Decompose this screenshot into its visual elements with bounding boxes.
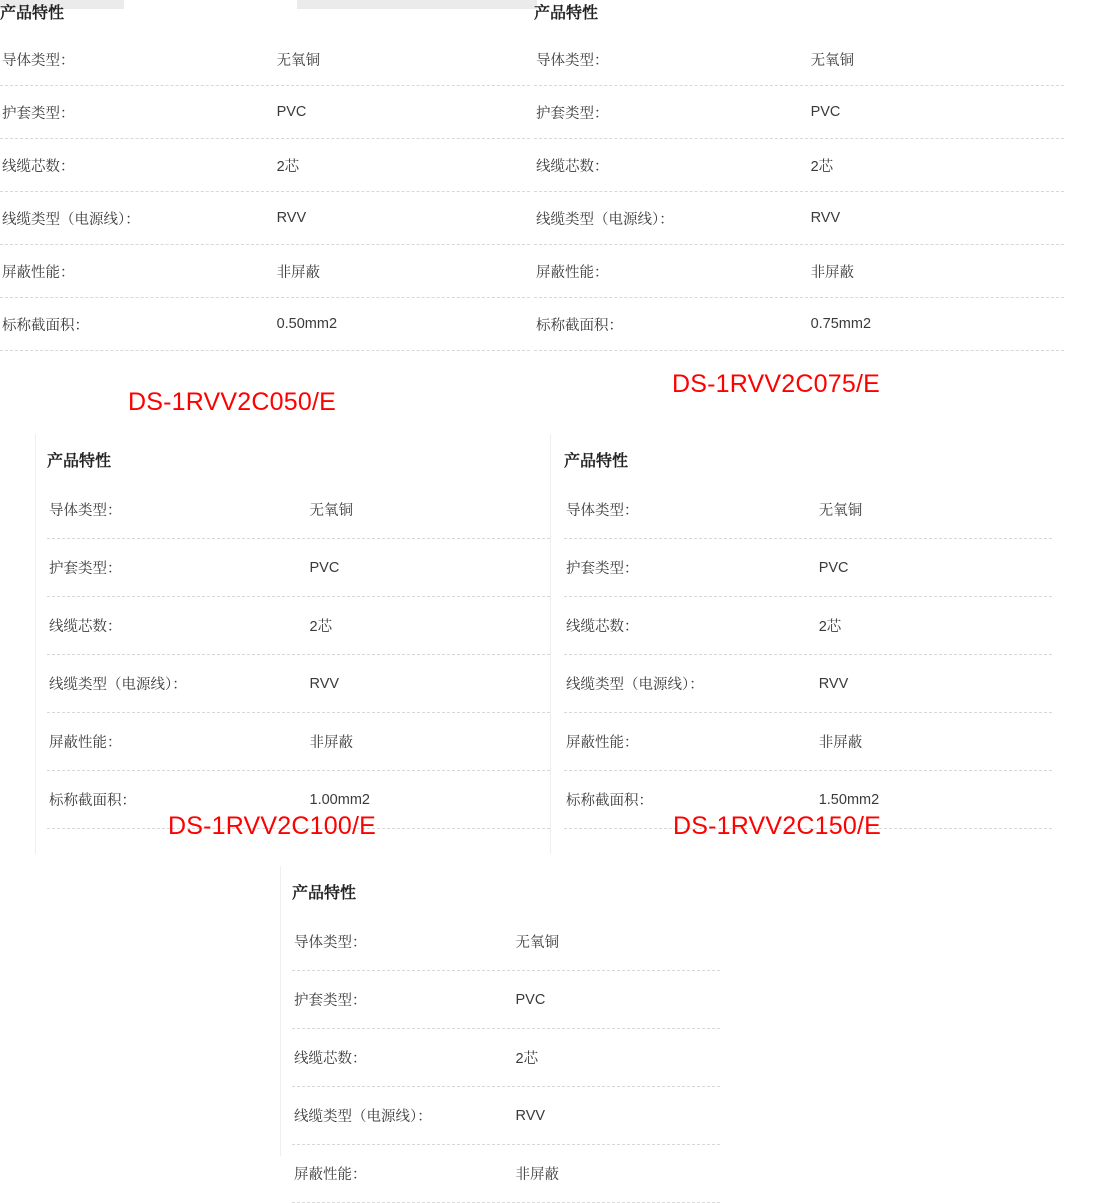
spec-value: 无氧铜 [309,503,354,519]
spec-value: 非屏蔽 [810,264,855,281]
spec-card [280,866,720,1203]
spec-value: 0.50mm2 [276,316,338,332]
model-label: DS-1RVV2C075/E [672,370,881,398]
spec-value: 无氧铜 [276,52,321,69]
table-row [534,86,1064,139]
table-row [0,86,530,139]
spec-value: 无氧铜 [810,52,855,69]
spec-card [552,434,1052,829]
spec-card [35,434,550,829]
table-row [564,597,1052,655]
spec-label: 导体类型： [536,52,609,69]
spec-label: 线缆芯数： [294,1051,367,1067]
spec-label: 标称截面积： [49,793,136,809]
spec-label: 线缆芯数： [2,158,75,175]
table-row [292,1087,720,1145]
spec-value: 1.00mm2 [309,791,370,808]
spec-label: 护套类型： [294,993,367,1009]
spec-value: 2芯 [309,619,333,635]
table-row [47,597,550,655]
model-label: DS-1RVV2C050/E [128,388,337,416]
spec-label: 导体类型： [49,503,122,519]
spec-value: 非屏蔽 [818,735,863,751]
spec-value: 2芯 [818,619,842,635]
spec-value: 1.50mm2 [818,791,880,808]
spec-card [534,0,1064,351]
table-row [564,713,1052,771]
table-row [534,33,1064,86]
spec-label: 标称截面积： [536,317,623,334]
spec-label: 导体类型： [2,52,75,69]
spec-label: 线缆芯数： [566,619,639,635]
spec-value: 无氧铜 [515,935,560,951]
table-row [564,481,1052,539]
spec-value: RVV [818,675,849,692]
spec-label: 导体类型： [566,503,639,519]
spec-value: PVC [309,559,340,576]
spec-label: 护套类型： [536,105,609,122]
spec-value: PVC [810,104,841,120]
table-row [47,713,550,771]
table-row [0,139,530,192]
table-row [0,245,530,298]
spec-label: 护套类型： [2,105,75,122]
model-label: DS-1RVV2C150/E [673,812,882,840]
spec-label: 线缆芯数： [49,619,122,635]
spec-label: 屏蔽性能： [49,735,122,751]
spec-label: 护套类型： [566,561,639,577]
spec-value: 2芯 [276,158,300,175]
table-row [292,971,720,1029]
spec-value: 非屏蔽 [276,264,321,281]
table-row [47,655,550,713]
page-title: 产品特性 [0,5,65,22]
spec-label: 标称截面积： [566,793,653,809]
spec-value: RVV [515,1107,546,1124]
page-title: 产品特性 [564,453,629,470]
spec-label: 线缆类型（电源线）： [566,677,704,693]
page-title: 产品特性 [47,453,112,470]
spec-label: 线缆芯数： [536,158,609,175]
spec-label: 线缆类型（电源线）： [536,211,674,228]
table-row [0,192,530,245]
table-row [534,139,1064,192]
card-edge-middle [550,434,551,854]
spec-value: 非屏蔽 [515,1167,560,1183]
spec-label: 屏蔽性能： [566,735,639,751]
spec-label: 护套类型： [49,561,122,577]
spec-label: 屏蔽性能： [294,1167,367,1183]
spec-label: 线缆类型（电源线）： [294,1109,432,1125]
table-row [292,1029,720,1087]
spec-label: 屏蔽性能： [536,264,609,281]
spec-label: 导体类型： [294,935,367,951]
spec-value: RVV [309,675,340,692]
table-row [0,298,530,351]
table-row [564,655,1052,713]
spec-value: 2芯 [515,1051,539,1067]
table-row [564,539,1052,597]
table-row [47,539,550,597]
table-row [534,245,1064,298]
spec-label: 线缆类型（电源线）： [49,677,187,693]
spec-label: 标称截面积： [2,317,89,334]
spec-label: 线缆类型（电源线）： [2,211,140,228]
table-row [534,298,1064,351]
table-row [292,1145,720,1203]
spec-value: RVV [810,210,841,226]
table-row [292,913,720,971]
spec-value: 非屏蔽 [309,735,354,751]
spec-label: 屏蔽性能： [2,264,75,281]
table-row [47,481,550,539]
spec-value: PVC [276,104,307,120]
spec-value: PVC [515,991,546,1008]
table-row [0,33,530,86]
spec-value: RVV [276,210,307,226]
spec-value: 0.75mm2 [810,316,872,332]
spec-value: 2芯 [810,158,834,175]
model-label: DS-1RVV2C100/E [168,812,377,840]
spec-card [0,0,530,351]
spec-value: 无氧铜 [818,503,863,519]
spec-value: PVC [818,559,849,576]
table-row [534,192,1064,245]
page-title: 产品特性 [292,885,357,902]
page-title: 产品特性 [534,5,599,22]
